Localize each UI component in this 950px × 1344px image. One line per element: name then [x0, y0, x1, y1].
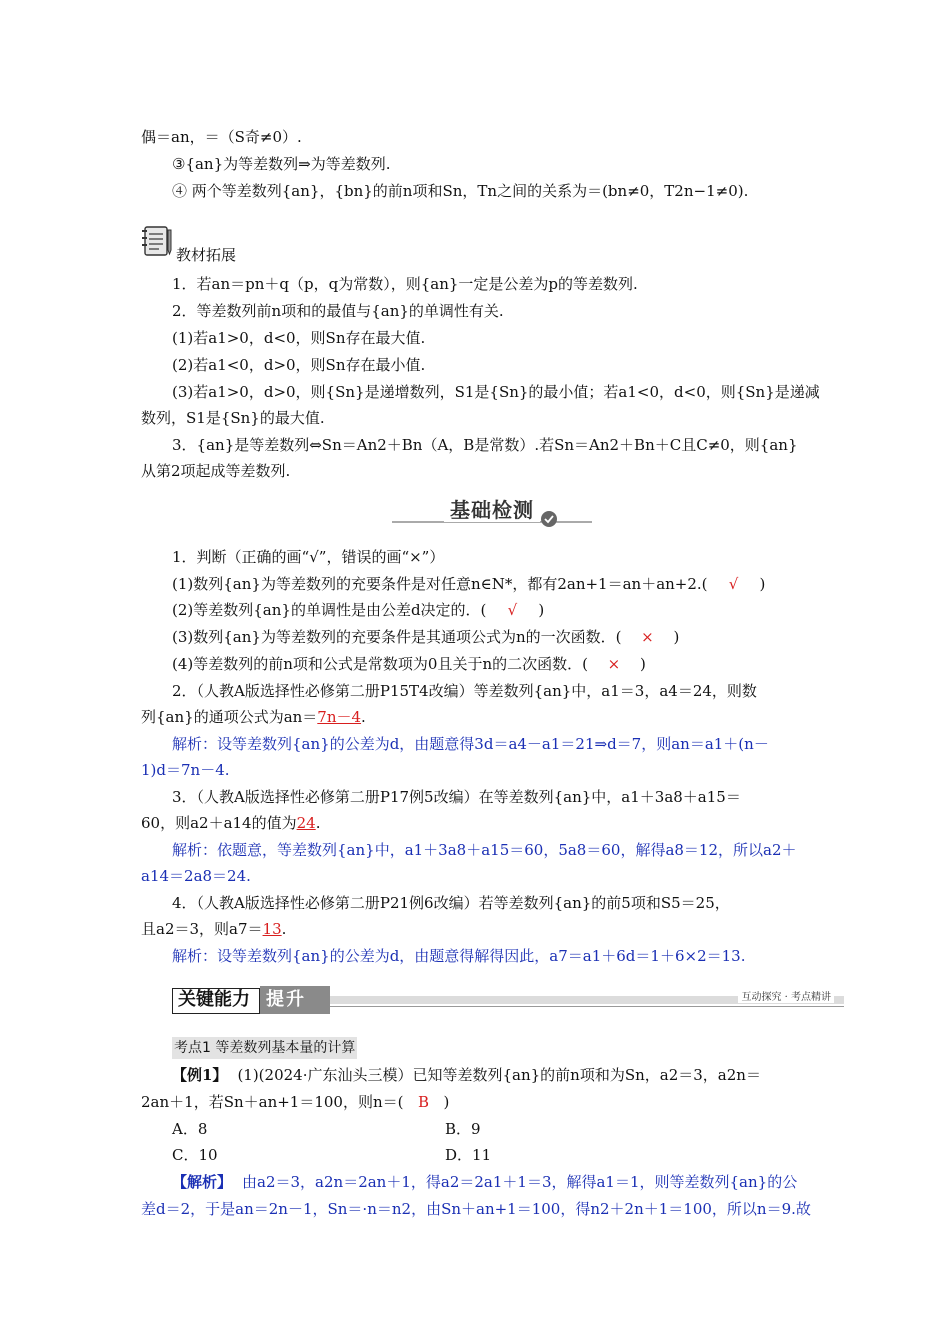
q3-solution-2: a14＝2a8＝24. [141, 867, 251, 885]
extension-item: 3．{an}是等差数列⇔Sn＝An2＋Bn（A，B是常数）.若Sn＝An2＋Bn＋C且C≠0，则{an} [172, 436, 798, 454]
extension-item: (1)若a1>0，d<0，则Sn存在最大值. [172, 329, 426, 347]
judge-item-2 [172, 599, 544, 621]
paren-close: ) [673, 628, 680, 646]
judge-answer: × [641, 628, 654, 646]
option-c: C．10 [172, 1146, 218, 1164]
paren-close: ) [538, 601, 545, 619]
key-ability-title: 关键能力 [178, 989, 250, 1010]
basic-check-banner [392, 492, 592, 532]
judge-text: (2)等差数列{an}的单调性是由公差d决定的．( [172, 601, 487, 619]
q2-line-1: 2．（人教A版选择性必修第二册P15T4改编）等差数列{an}中，a1＝3，a4＝24，则数 [172, 682, 757, 700]
q3-answer: 24 [296, 814, 316, 832]
paren-close: ) [759, 575, 766, 593]
judge-answer: √ [728, 575, 739, 593]
q3-solution-1: 解析：依题意，等差数列{an}中，a1＋3a8＋a15＝60，5a8＝60，解得a8＝12，所以a2＋ [172, 841, 797, 859]
extension-item: 2．等差数列前n项和的最值与{an}的单调性有关. [172, 302, 504, 320]
judge-text: (4)等差数列的前n项和公式是常数项为0且关于n的二次函数．( [172, 655, 588, 673]
judge-text: (3)数列{an}为等差数列的充要条件是其通项公式为n的一次函数．( [172, 628, 622, 646]
example-text: 2an＋1，若Sn＋an+1＝100，则n＝( [141, 1093, 404, 1111]
judge-text: (1)数列{an}为等差数列的充要条件是对任意n∈N*，都有2an+1＝an＋an+2.( [172, 575, 708, 593]
judge-item-3 [172, 626, 679, 648]
q2-solution-1: 解析：设等差数列{an}的公差为d，由题意得3d＝a4－a1＝21⇒d＝7，则an＝a1＋(n－ [172, 735, 769, 753]
q4-line-2: 且a2＝3，则a7＝13. [141, 920, 287, 938]
option-b: B．9 [445, 1120, 481, 1138]
key-ability-badge: 提升 [266, 989, 306, 1010]
extension-heading [141, 224, 173, 262]
extension-item: 数列，S1是{Sn}的最大值. [141, 409, 325, 427]
q4-line-1: 4．（人教A版选择性必修第二册P21例6改编）若等差数列{an}的前5项和S5＝25， [172, 894, 730, 912]
option-a: A．8 [172, 1120, 208, 1138]
key-ability-subtitle: 互动探究 · 考点精讲 [738, 988, 834, 1003]
judge-answer: × [607, 655, 621, 673]
topic-title: 考点1 等差数列基本量的计算 [172, 1037, 357, 1059]
judge-item-1 [172, 573, 765, 595]
q3-text: 60，则a2＋a14的值为 [141, 814, 297, 832]
example-line-2: 2an＋1，若Sn＋an+1＝100，则n＝( B ) [141, 1093, 450, 1111]
extension-item: (3)若a1>0，d>0，则{Sn}是递增数列，S1是{Sn}的最小值；若a1<0，d<0，则{Sn}是递减 [172, 383, 820, 401]
q2-answer: 7n－4 [317, 708, 362, 726]
example-line-1 [172, 1064, 761, 1086]
q3-line-2: 60，则a2＋a14的值为24. [141, 814, 321, 832]
judge-answer: √ [507, 601, 518, 619]
example-answer: B [417, 1093, 430, 1111]
extension-title: 教材拓展 [176, 246, 237, 264]
extension-item: (2)若a1<0，d>0，则Sn存在最小值. [172, 356, 426, 374]
check-badge-icon [541, 511, 557, 527]
notebook-icon [141, 224, 173, 258]
extension-item: 从第2项起成等差数列. [141, 462, 291, 480]
q3-line-1: 3．（人教A版选择性必修第二册P17例5改编）在等差数列{an}中，a1＋3a8＋a15＝ [172, 788, 741, 806]
intro-line-3: ④ 两个等差数列{an}，{bn}的前n项和Sn，Tn之间的关系为＝(bn≠0，T2n−1≠0). [172, 182, 749, 200]
q4-solution: 解析：设等差数列{an}的公差为d，由题意得解得因此，a7＝a1＋6d＝1＋6×2＝13. [172, 947, 746, 965]
example-label: 【例1】 [172, 1066, 228, 1084]
intro-line-1: 偶＝an，＝（S奇≠0）. [141, 128, 302, 146]
judge-prompt: 1．判断（正确的画“√”，错误的画“×”） [172, 548, 445, 566]
intro-line-2: ③{an}为等差数列⇒为等差数列. [172, 155, 391, 173]
example-text: (1)(2024·广东汕头三模）已知等差数列{an}的前n项和为Sn，a2＝3，a2n＝ [237, 1066, 761, 1084]
q2-text: 列{an}的通项公式为an＝ [141, 708, 318, 726]
judge-item-4 [172, 653, 646, 675]
q2-line-2: 列{an}的通项公式为an＝7n－4. [141, 708, 366, 726]
q2-solution-2: 1)d＝7n－4. [141, 761, 230, 779]
solution-text: 由a2＝3，a2n＝2an＋1，得a2＝2a1＋1＝3，解得a1＝1，则等差数列{an}的公 [242, 1173, 798, 1191]
key-ability-bar [172, 986, 844, 1014]
solution-label: 【解析】 [172, 1173, 233, 1191]
example-solution-2: 差d＝2，于是an＝2n－1，Sn＝·n＝n2，由Sn＋an+1＝100，得n2＋2n＋1＝100，所以n＝9.故 [141, 1200, 811, 1218]
q4-text: 且a2＝3，则a7＝ [141, 920, 263, 938]
basic-check-title: 基础检测 [450, 498, 534, 522]
option-d: D．11 [445, 1146, 492, 1164]
q4-answer: 13 [262, 920, 282, 938]
example-solution-1 [172, 1171, 797, 1193]
paren-close: ) [639, 655, 646, 673]
extension-item: 1．若an＝pn＋q（p，q为常数），则{an}一定是公差为p的等差数列. [172, 275, 638, 293]
